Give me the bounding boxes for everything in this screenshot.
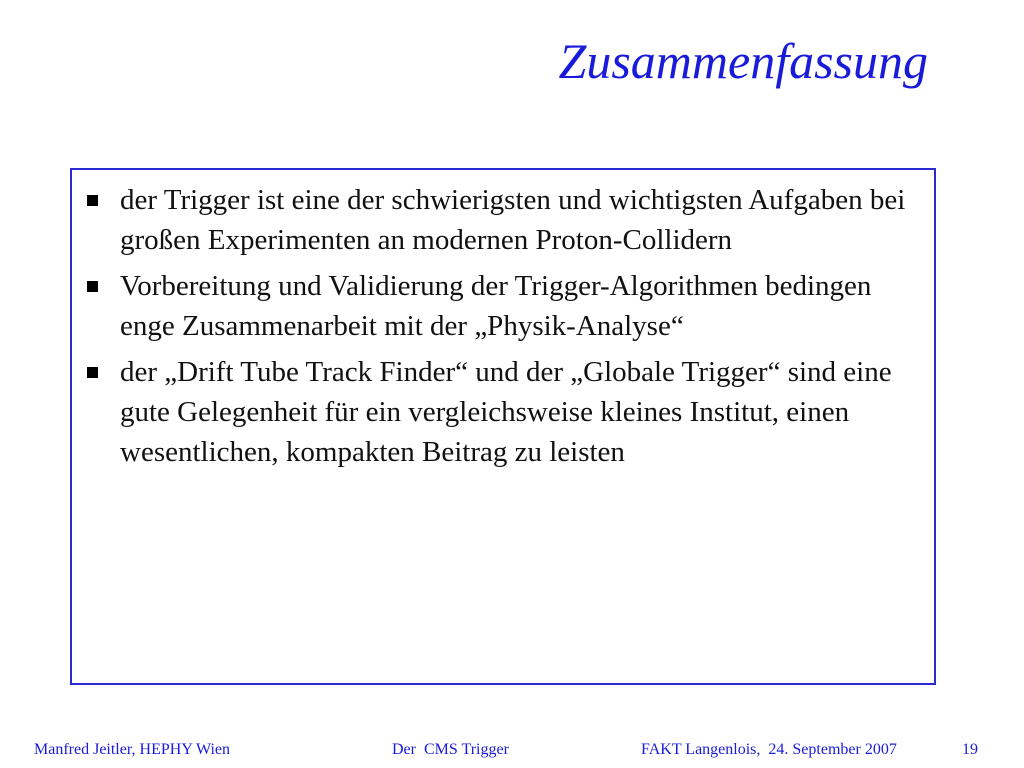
bullet-item — [84, 352, 914, 472]
bullet-item — [84, 266, 914, 346]
footer-event: FAKT Langenlois, 24. September 2007 — [641, 741, 897, 758]
bullet-list — [84, 180, 914, 478]
content-box — [70, 168, 936, 685]
footer-author: Manfred Jeitler, HEPHY Wien — [34, 741, 230, 758]
bullet-item — [84, 180, 914, 260]
footer-topic: Der CMS Trigger — [392, 741, 509, 758]
bullet-text: der Trigger ist eine der schwierigsten und wichtigsten Aufgaben bei großen Experimenten an modernen Proton-Collidern — [120, 184, 906, 256]
footer-page-number: 19 — [962, 741, 978, 758]
bullet-text: Vorbereitung und Validierung der Trigger-Algorithmen bedingen enge Zusammenarbeit mit der „Physik-Analyse“ — [120, 270, 872, 342]
bullet-text: der „Drift Tube Track Finder“ und der „Globale Trigger“ sind eine gute Gelegenheit für ein vergleichsweise kleines Institut, einen wesentlichen, kompakten Beitrag zu leisten — [120, 356, 892, 468]
square-bullet-icon — [87, 195, 98, 206]
square-bullet-icon — [87, 281, 98, 292]
slide-title: Zusammenfassung — [558, 33, 928, 89]
square-bullet-icon — [87, 367, 98, 378]
